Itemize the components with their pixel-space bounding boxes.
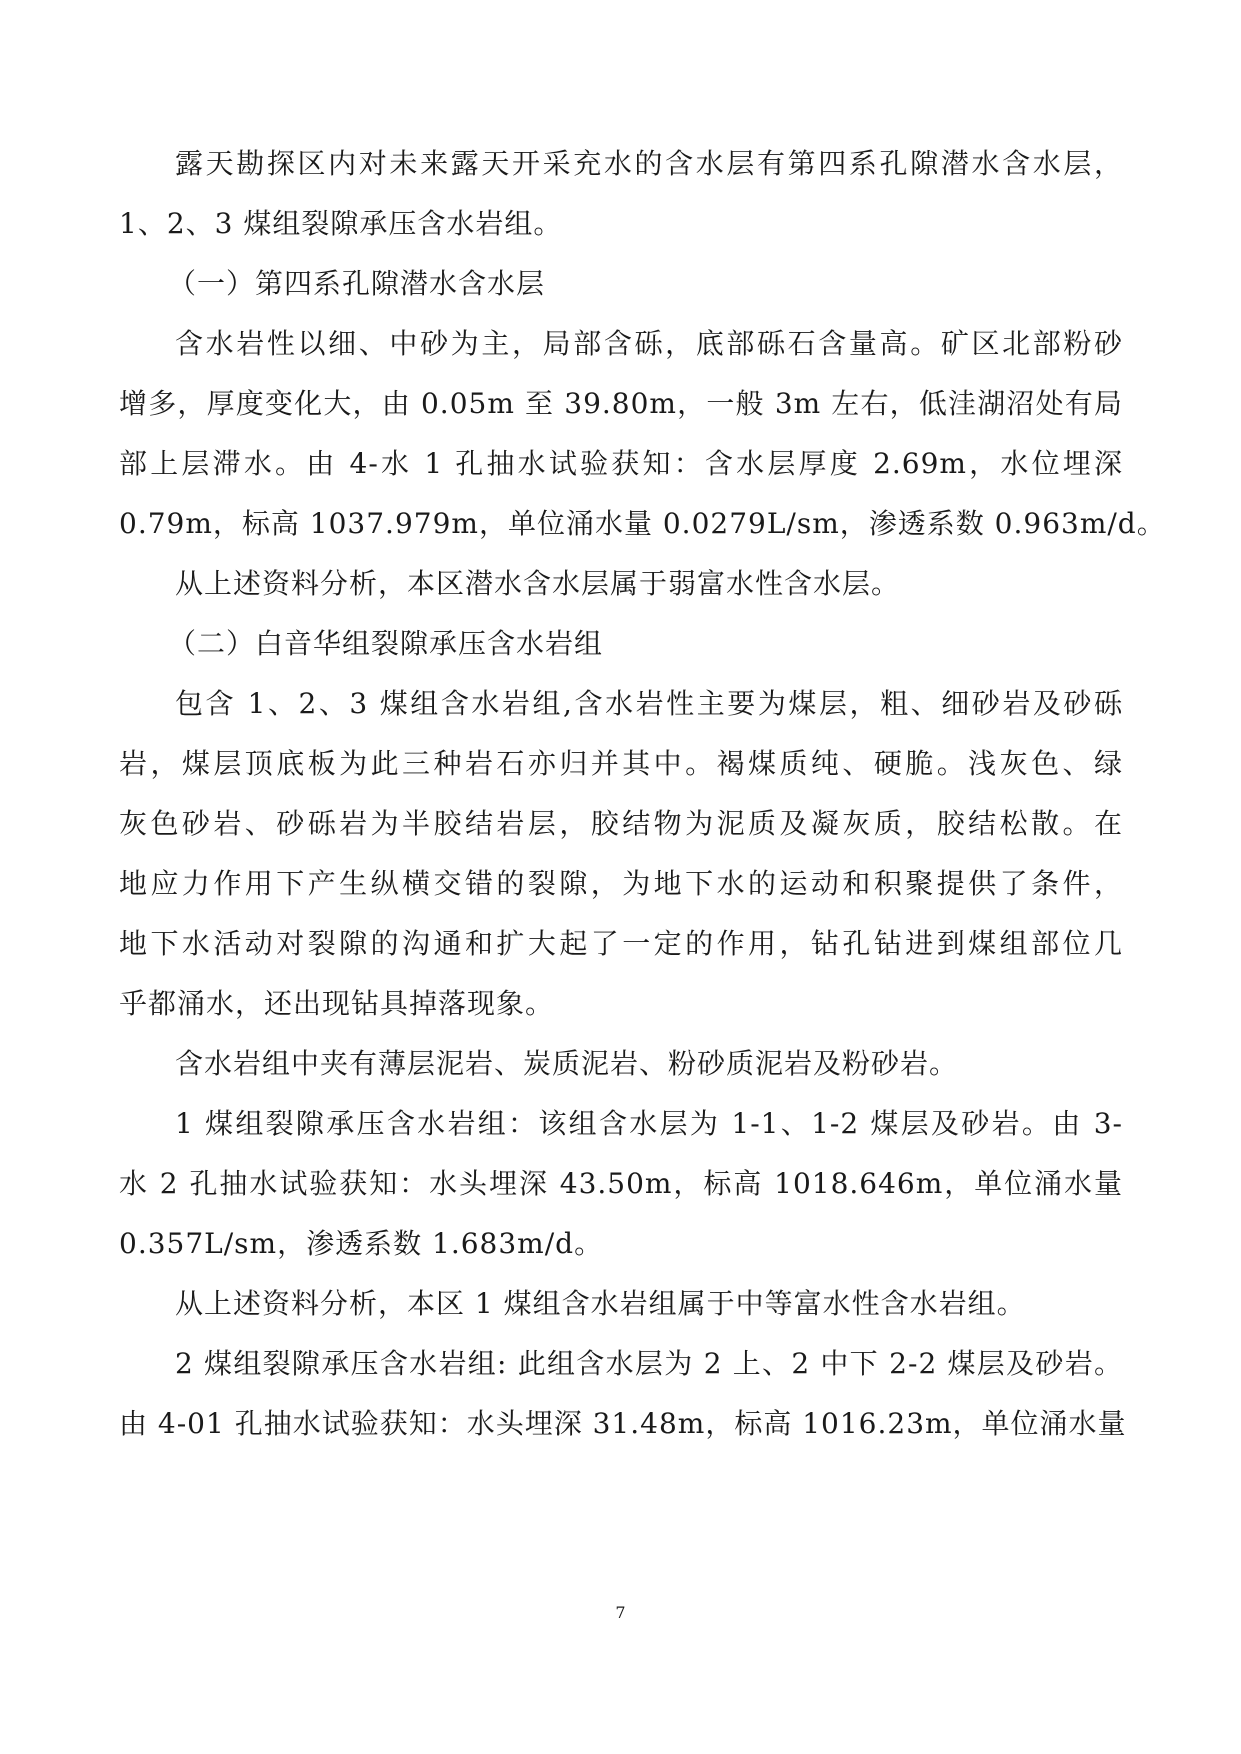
paragraph-line: 0.357L/sm，渗透系数 1.683m/d。: [119, 1227, 604, 1260]
paragraph-line: 水 2 孔抽水试验获知：水头埋深 43.50m，标高 1018.646m，单位涌水量: [119, 1167, 1123, 1200]
paragraph-line: 增多，厚度变化大，由 0.05m 至 39.80m，一般 3m 左右，低洼湖沼处有局: [119, 387, 1123, 420]
paragraph-line: 露天勘探区内对未来露天开采充水的含水层有第四系孔隙潜水含水层，: [175, 147, 1123, 180]
paragraph-line: 1 煤组裂隙承压含水岩组：该组含水层为 1-1、1-2 煤层及砂岩。由 3-: [175, 1107, 1123, 1140]
paragraph-line: 1、2、3 煤组裂隙承压含水岩组。: [119, 207, 563, 240]
paragraph-line: 0.79m，标高 1037.979m，单位涌水量 0.0279L/sm，渗透系数 0.963m/d。: [119, 507, 1166, 540]
paragraph-line: 乎都涌水，还出现钻具掉落现象。: [119, 987, 555, 1020]
paragraph-line: 部上层滞水。由 4-水 1 孔抽水试验获知：含水层厚度 2.69m，水位埋深: [119, 447, 1123, 480]
paragraph-line: 从上述资料分析，本区 1 煤组含水岩组属于中等富水性含水岩组。: [175, 1287, 1026, 1320]
paragraph-line: 2 煤组裂隙承压含水岩组: 此组含水层为 2 上、2 中下 2-2 煤层及砂岩。: [175, 1347, 1123, 1380]
section-heading: （一）第四系孔隙潜水含水层: [168, 267, 546, 300]
section-heading: （二）白音华组裂隙承压含水岩组: [168, 627, 604, 660]
paragraph-line: 地下水活动对裂隙的沟通和扩大起了一定的作用，钻孔钻进到煤组部位几: [119, 927, 1123, 960]
paragraph-line: 含水岩性以细、中砂为主，局部含砾，底部砾石含量高。矿区北部粉砂: [175, 327, 1123, 360]
paragraph-line: 含水岩组中夹有薄层泥岩、炭质泥岩、粉砂质泥岩及粉砂岩。: [175, 1047, 959, 1080]
paragraph-line: 由 4-01 孔抽水试验获知：水头埋深 31.48m，标高 1016.23m，单位涌水量: [119, 1407, 1127, 1440]
paragraph-line: 从上述资料分析，本区潜水含水层属于弱富水性含水层。: [175, 567, 901, 600]
paragraph-line: 包含 1、2、3 煤组含水岩组,含水岩性主要为煤层，粗、细砂岩及砂砾: [175, 687, 1123, 720]
paragraph-line: 灰色砂岩、砂砾岩为半胶结岩层，胶结物为泥质及凝灰质，胶结松散。在: [119, 807, 1123, 840]
page-number: 7: [615, 1603, 626, 1622]
paragraph-line: 地应力作用下产生纵横交错的裂隙，为地下水的运动和积聚提供了条件，: [119, 867, 1123, 900]
paragraph-line: 岩，煤层顶底板为此三种岩石亦归并其中。褐煤质纯、硬脆。浅灰色、绿: [119, 747, 1123, 780]
